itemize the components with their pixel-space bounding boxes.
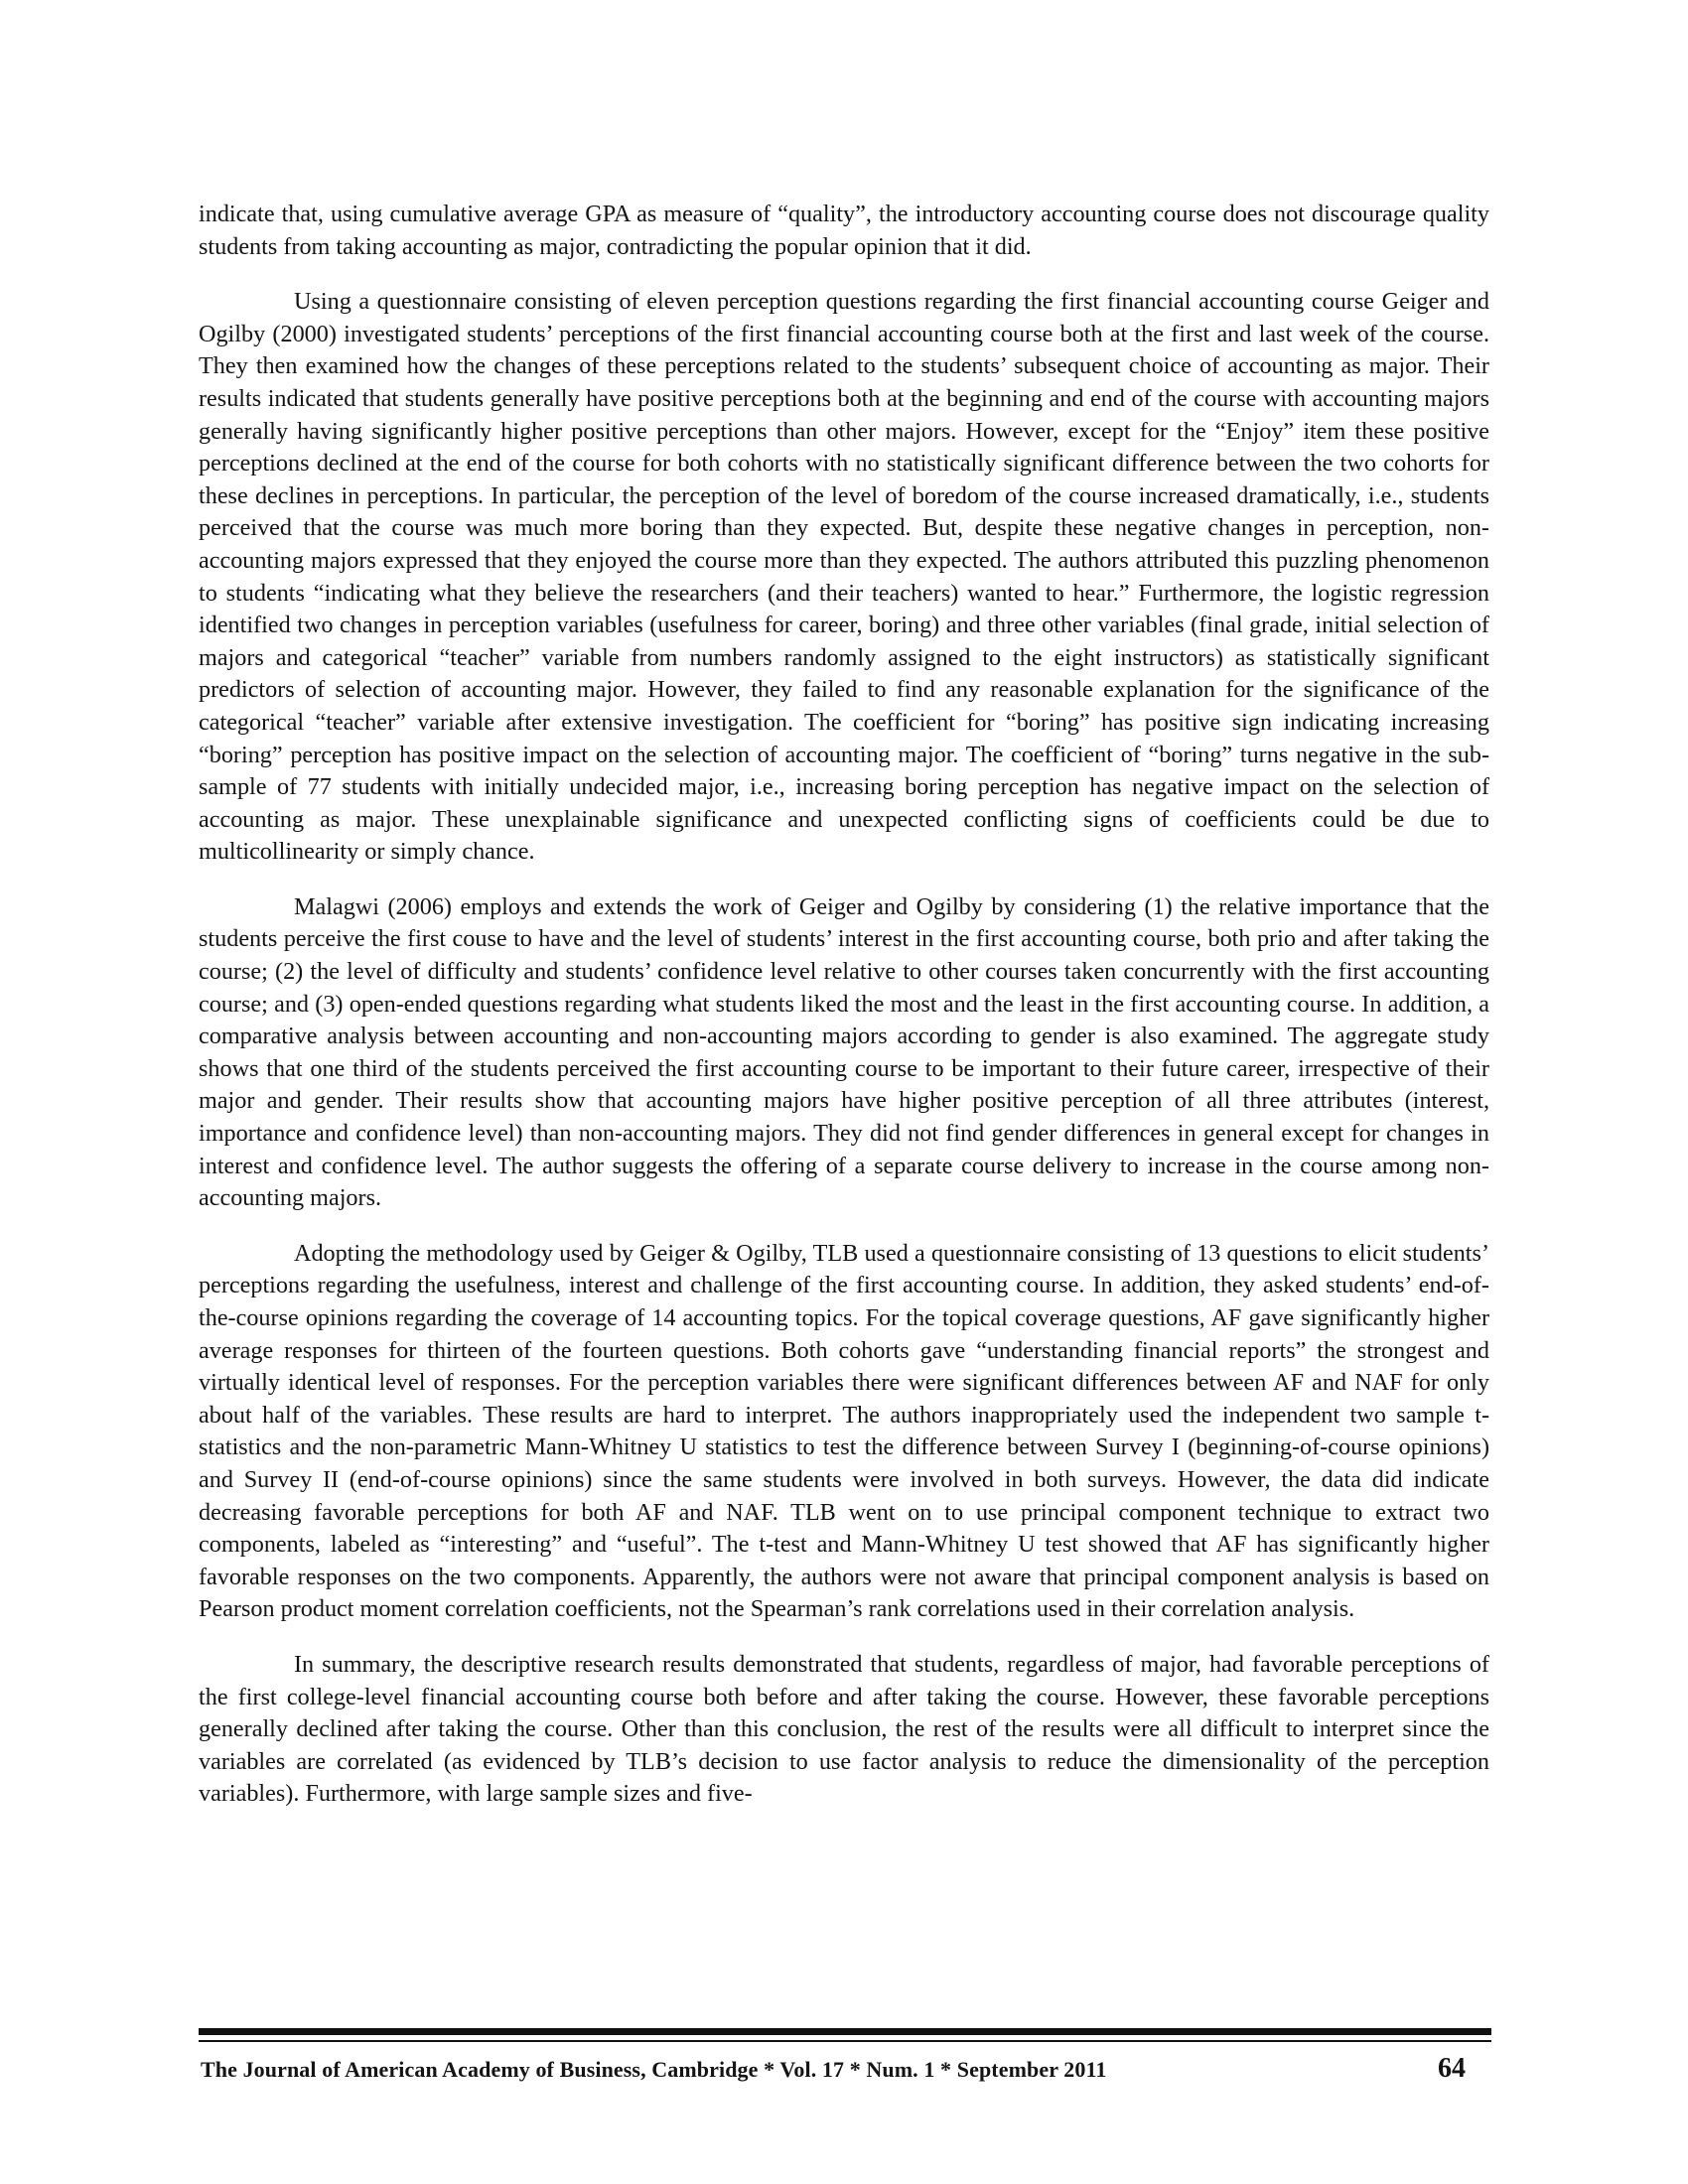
page-number: 64 bbox=[1438, 2053, 1466, 2084]
footer-rule-thin bbox=[199, 2040, 1491, 2042]
paragraph-summary: In summary, the descriptive research results demonstrated that students, regardless of major, had favorable perceptions of the first college-level financial accounting course both before and after taking the course. However, these favorable perceptions generally declined after taking the course. Other than this conclusion, the rest of the results were all difficult to interpret since the variables are correlated (as evidenced by TLB’s decision to use factor analysis to reduce the dimensionality of the perception variables). Furthermore, with large sample sizes and five- bbox=[199, 1650, 1489, 1808]
body-text bbox=[199, 199, 1489, 1834]
footer-rule-thick bbox=[199, 2028, 1491, 2035]
footer-journal-citation: The Journal of American Academy of Business, Cambridge * Vol. 17 * Num. 1 * September 2011 bbox=[201, 2057, 1107, 2082]
paragraph-tlb: Adopting the methodology used by Geiger & Ogilby, TLB used a questionnaire consisting of 13 questions to elicit students’ perceptions regarding the usefulness, interest and challenge of the first accounting course. In addition, they asked students’ end-of-the-course opinions regarding the coverage of 14 accounting topics. For the topical coverage questions, AF gave significantly higher average responses for thirteen of the fourteen questions. Both cohorts gave “understanding financial reports” the strongest and virtually identical level of responses. For the perception variables there were significant differences between AF and NAF for only about half of the variables. These results are hard to interpret. The authors inappropriately used the independent two sample t-statistics and the non-parametric Mann-Whitney U statistics to test the difference between Survey I (beginning-of-course opinions) and Survey II (end-of-course opinions) since the same students were involved in both surveys. However, the data did indicate decreasing favorable perceptions for both AF and NAF. TLB went on to use principal component technique to extract two components, labeled as “interesting” and “useful”. The t-test and Mann-Whitney U test showed that AF has significantly higher favorable responses on the two components. Apparently, the authors were not aware that principal component analysis is based on Pearson product moment correlation coefficients, not the Spearman’s rank correlations used in their correlation analysis. bbox=[199, 1239, 1489, 1623]
paragraph-continuation: indicate that, using cumulative average GPA as measure of “quality”, the introductory accounting course does not discourage quality students from taking accounting as major, contradicting the popular opinion that it did. bbox=[199, 201, 1489, 260]
paragraph-geiger-ogilby: Using a questionnaire consisting of eleven perception questions regarding the first financial accounting course Geiger and Ogilby (2000) investigated students’ perceptions of the first financial accounting course both at the first and last week of the course. They then examined how the changes of these perceptions related to the students’ subsequent choice of accounting as major. Their results indicated that students generally have positive perceptions both at the beginning and end of the course with accounting majors generally having significantly higher positive perceptions than other majors. However, except for the “Enjoy” item these positive perceptions declined at the end of the course for both cohorts with no statistically significant difference between the two cohorts for these declines in perceptions. In particular, the perception of the level of boredom of the course increased dramatically, i.e., students perceived that the course was much more boring than they expected. But, despite these negative changes in perception, non-accounting majors expressed that they enjoyed the course more than they expected. The authors attributed this puzzling phenomenon to students “indicating what they believe the researchers (and their teachers) wanted to hear.” Furthermore, the logistic regression identified two changes in perception variables (usefulness for career, boring) and three other variables (final grade, initial selection of majors and categorical “teacher” variable from numbers randomly assigned to the eight instructors) as statistically significant predictors of selection of accounting major. However, they failed to find any reasonable explanation for the significance of the categorical “teacher” variable after extensive investigation. The coefficient for “boring” has positive sign indicating increasing “boring” perception has positive impact on the selection of accounting major. The coefficient of “boring” turns negative in the sub-sample of 77 students with initially undecided major, i.e., increasing boring perception has negative impact on the selection of accounting as major. These unexplainable significance and unexpected conflicting signs of coefficients could be due to multicollinearity or simply chance. bbox=[199, 288, 1489, 866]
paragraph-malagwi: Malagwi (2006) employs and extends the work of Geiger and Ogilby by considering (1) the relative importance that the students perceive the first couse to have and the level of students’ interest in the first accounting course, both prio and after taking the course; (2) the level of difficulty and students’ confidence level relative to other courses taken concurrently with the first accounting course; and (3) open-ended questions regarding what students liked the most and the least in the first accounting course. In addition, a comparative analysis between accounting and non-accounting majors according to gender is also examined. The aggregate study shows that one third of the students perceived the first accounting course to be important to their future career, irrespective of their major and gender. Their results show that accounting majors have higher positive perception of all three attributes (interest, importance and confidence level) than non-accounting majors. They did not find gender differences in general except for changes in interest and confidence level. The author suggests the offering of a separate course delivery to increase in the course among non-accounting majors. bbox=[199, 892, 1489, 1212]
